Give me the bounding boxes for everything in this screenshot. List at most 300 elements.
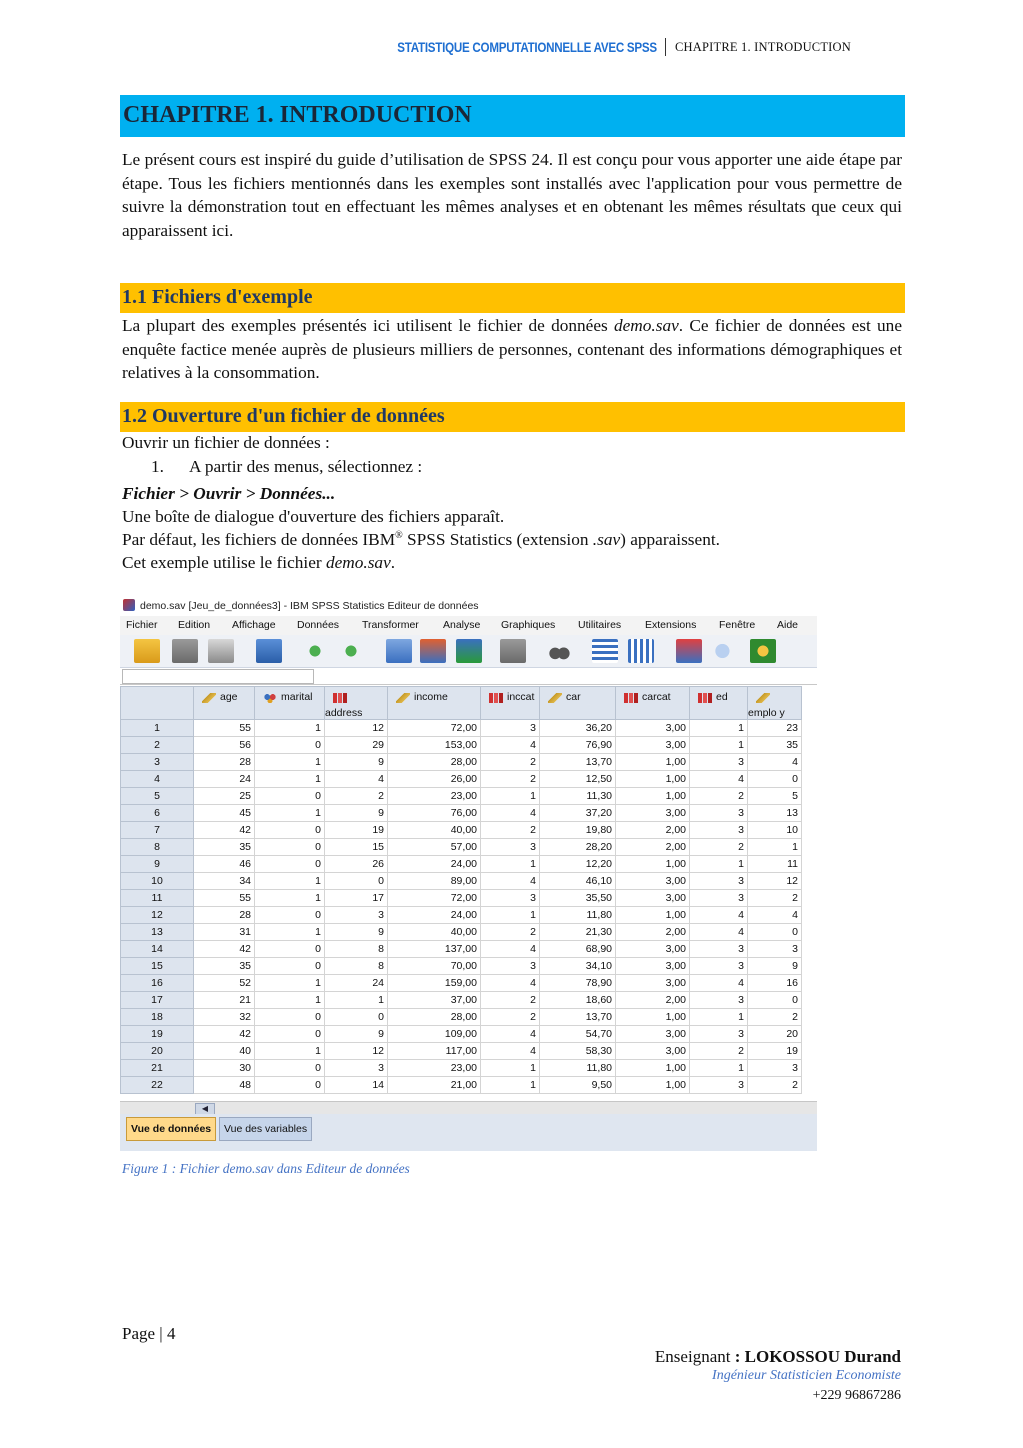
data-cell[interactable]: 3,00 bbox=[616, 941, 690, 958]
data-cell[interactable]: 1 bbox=[255, 975, 325, 992]
data-cell[interactable]: 24,00 bbox=[388, 856, 481, 873]
data-cell[interactable]: 0 bbox=[255, 941, 325, 958]
find-binoculars-icon[interactable] bbox=[546, 639, 572, 663]
data-cell[interactable]: 19,80 bbox=[540, 822, 616, 839]
row-header[interactable]: 14 bbox=[121, 941, 194, 958]
view-tabs bbox=[120, 1114, 817, 1151]
data-cell[interactable]: 76,90 bbox=[540, 737, 616, 754]
data-cell[interactable]: 12 bbox=[748, 873, 802, 890]
data-cell[interactable]: 0 bbox=[255, 737, 325, 754]
data-cell[interactable]: 12,50 bbox=[540, 771, 616, 788]
data-cell[interactable]: 0 bbox=[255, 958, 325, 975]
value-labels-icon[interactable] bbox=[712, 639, 738, 663]
data-cell[interactable]: 9 bbox=[325, 805, 388, 822]
data-cell[interactable]: 34 bbox=[194, 873, 255, 890]
data-cell[interactable]: 29 bbox=[325, 737, 388, 754]
data-cell[interactable]: 1 bbox=[481, 856, 540, 873]
data-cell[interactable]: 2 bbox=[481, 1009, 540, 1026]
goto-case-icon[interactable] bbox=[386, 639, 412, 663]
author-name: LOKOSSOU Durand bbox=[744, 1347, 901, 1366]
horizontal-scrollbar[interactable] bbox=[120, 1101, 817, 1114]
data-cell[interactable]: 3 bbox=[690, 754, 748, 771]
data-cell[interactable]: 1 bbox=[255, 720, 325, 737]
data-cell[interactable]: 16 bbox=[748, 975, 802, 992]
row-header[interactable]: 19 bbox=[121, 1026, 194, 1043]
data-cell[interactable]: 45 bbox=[194, 805, 255, 822]
column-header-8[interactable] bbox=[748, 687, 802, 720]
table-row bbox=[121, 771, 802, 788]
data-cell[interactable]: 72,00 bbox=[388, 720, 481, 737]
data-cell[interactable]: 1,00 bbox=[616, 754, 690, 771]
data-cell[interactable]: 3 bbox=[481, 839, 540, 856]
data-cell[interactable]: 2 bbox=[481, 754, 540, 771]
add-on-icon[interactable] bbox=[750, 639, 776, 663]
menu-bar bbox=[120, 616, 817, 636]
data-cell[interactable]: 13,70 bbox=[540, 754, 616, 771]
open-folder-icon[interactable] bbox=[134, 639, 160, 663]
column-header-label: emplo y bbox=[748, 707, 785, 719]
data-cell[interactable]: 4 bbox=[481, 975, 540, 992]
data-cell[interactable]: 0 bbox=[748, 924, 802, 941]
undo-icon[interactable] bbox=[302, 639, 328, 663]
data-cell[interactable]: 35 bbox=[748, 737, 802, 754]
chapter-title: CHAPITRE 1. INTRODUCTION bbox=[123, 102, 472, 128]
menu-transformer[interactable]: Transformer bbox=[362, 619, 419, 631]
table-row bbox=[121, 1060, 802, 1077]
row-header[interactable]: 6 bbox=[121, 805, 194, 822]
data-cell[interactable]: 1 bbox=[255, 924, 325, 941]
data-cell[interactable]: 40,00 bbox=[388, 924, 481, 941]
column-header-label: income bbox=[414, 691, 448, 703]
data-cell[interactable]: 1 bbox=[255, 873, 325, 890]
run-descriptives-icon[interactable] bbox=[500, 639, 526, 663]
chapter-heading-bar bbox=[120, 95, 905, 137]
data-cell[interactable]: 40 bbox=[194, 1043, 255, 1060]
data-cell[interactable]: 1 bbox=[481, 1060, 540, 1077]
data-cell[interactable]: 35 bbox=[194, 839, 255, 856]
table-row bbox=[121, 890, 802, 907]
bar-chart-icon bbox=[333, 693, 347, 703]
data-cell[interactable]: 14 bbox=[325, 1077, 388, 1094]
menu-extensions[interactable]: Extensions bbox=[645, 619, 697, 631]
data-cell[interactable]: 3,00 bbox=[616, 737, 690, 754]
data-cell[interactable]: 109,00 bbox=[388, 1026, 481, 1043]
data-cell[interactable]: 28,20 bbox=[540, 839, 616, 856]
data-cell[interactable]: 35 bbox=[194, 958, 255, 975]
data-cell[interactable]: 1 bbox=[255, 1043, 325, 1060]
data-cell[interactable]: 57,00 bbox=[388, 839, 481, 856]
data-cell[interactable]: 3 bbox=[690, 1026, 748, 1043]
data-cell[interactable]: 4 bbox=[690, 975, 748, 992]
data-cell[interactable]: 1 bbox=[255, 805, 325, 822]
goto-variable-icon[interactable] bbox=[420, 639, 446, 663]
data-cell[interactable]: 1,00 bbox=[616, 1077, 690, 1094]
data-grid bbox=[120, 686, 817, 1101]
data-cell[interactable]: 1,00 bbox=[616, 1009, 690, 1026]
data-cell[interactable]: 3 bbox=[690, 1077, 748, 1094]
data-cell[interactable]: 54,70 bbox=[540, 1026, 616, 1043]
data-cell[interactable]: 1,00 bbox=[616, 856, 690, 873]
data-cell[interactable]: 0 bbox=[255, 1060, 325, 1077]
data-cell[interactable]: 3,00 bbox=[616, 890, 690, 907]
column-header-3[interactable] bbox=[388, 687, 481, 720]
data-cell[interactable]: 1 bbox=[255, 992, 325, 1009]
data-cell[interactable]: 1 bbox=[481, 907, 540, 924]
data-cell[interactable]: 21,00 bbox=[388, 1077, 481, 1094]
section-1-text-b: . Ce fichier de données est une enquête factice menée auprès de plusieurs milliers de personnes, contenant des informations démographiques et relatives à la consommation. bbox=[122, 316, 902, 382]
data-cell[interactable]: 46,10 bbox=[540, 873, 616, 890]
data-cell[interactable]: 52 bbox=[194, 975, 255, 992]
data-cell[interactable]: 3 bbox=[690, 873, 748, 890]
insert-cases-icon[interactable] bbox=[592, 639, 618, 663]
intro-paragraph: Le présent cours est inspiré du guide d’utilisation de SPSS 24. Il est conçu pour vous apporter une aide étape par étape. Tous les fichiers mentionnés dans les exemples sont installés avec l'application pour vous permettre de suivre la démonstration tout en effectuant les mêmes analyses et en obtenant les mêmes résultats que ceux qui apparaissent ici. bbox=[122, 150, 902, 240]
data-cell[interactable]: 4 bbox=[481, 873, 540, 890]
data-cell[interactable]: 12 bbox=[325, 720, 388, 737]
data-cell[interactable]: 1 bbox=[690, 720, 748, 737]
menu-edition[interactable]: Edition bbox=[178, 619, 211, 631]
menu-utilitaires[interactable]: Utilitaires bbox=[578, 619, 622, 631]
data-cell[interactable]: 1 bbox=[255, 771, 325, 788]
data-cell[interactable]: 3 bbox=[748, 1060, 802, 1077]
data-cell[interactable]: 19 bbox=[748, 1043, 802, 1060]
column-header-label: carcat bbox=[642, 691, 671, 703]
row-header[interactable]: 4 bbox=[121, 771, 194, 788]
data-cell[interactable]: 3 bbox=[748, 941, 802, 958]
data-cell[interactable]: 55 bbox=[194, 720, 255, 737]
data-cell[interactable]: 1,00 bbox=[616, 1060, 690, 1077]
column-header-label: ed bbox=[716, 691, 728, 703]
bar-chart-icon bbox=[489, 693, 503, 703]
data-cell[interactable]: 3 bbox=[690, 958, 748, 975]
data-cell[interactable]: 2 bbox=[325, 788, 388, 805]
data-cell[interactable]: 2 bbox=[690, 1043, 748, 1060]
data-cell[interactable]: 0 bbox=[748, 771, 802, 788]
footer-author: Enseignant : LOKOSSOU Durand bbox=[654, 1347, 901, 1366]
data-cell[interactable]: 4 bbox=[690, 771, 748, 788]
data-cell[interactable]: 4 bbox=[748, 754, 802, 771]
data-cell[interactable]: 13,70 bbox=[540, 1009, 616, 1026]
data-cell[interactable]: 2,00 bbox=[616, 839, 690, 856]
data-cell[interactable]: 42 bbox=[194, 1026, 255, 1043]
data-cell[interactable]: 72,00 bbox=[388, 890, 481, 907]
data-cell[interactable]: 10 bbox=[748, 822, 802, 839]
data-cell[interactable]: 37,20 bbox=[540, 805, 616, 822]
data-cell[interactable]: 3 bbox=[690, 890, 748, 907]
data-cell[interactable]: 23 bbox=[748, 720, 802, 737]
data-cell[interactable]: 4 bbox=[690, 924, 748, 941]
data-cell[interactable]: 9,50 bbox=[540, 1077, 616, 1094]
data-cell[interactable]: 1,00 bbox=[616, 907, 690, 924]
data-cell[interactable]: 1 bbox=[690, 737, 748, 754]
data-cell[interactable]: 28,00 bbox=[388, 754, 481, 771]
data-cell[interactable]: 2,00 bbox=[616, 924, 690, 941]
data-cell[interactable]: 2,00 bbox=[616, 822, 690, 839]
data-cell[interactable]: 13 bbox=[748, 805, 802, 822]
data-cell[interactable]: 28 bbox=[194, 907, 255, 924]
row-header[interactable]: 13 bbox=[121, 924, 194, 941]
data-cell[interactable]: 1 bbox=[748, 839, 802, 856]
data-cell[interactable]: 28,00 bbox=[388, 1009, 481, 1026]
data-cell[interactable]: 70,00 bbox=[388, 958, 481, 975]
data-cell[interactable]: 3 bbox=[325, 1060, 388, 1077]
data-cell[interactable]: 19 bbox=[325, 822, 388, 839]
data-cell[interactable]: 89,00 bbox=[388, 873, 481, 890]
footer-author-title: Ingénieur Statisticien Economiste bbox=[712, 1368, 901, 1383]
data-cell[interactable]: 15 bbox=[325, 839, 388, 856]
data-cell[interactable]: 20 bbox=[748, 1026, 802, 1043]
section-1-paragraph bbox=[122, 314, 902, 385]
table-row bbox=[121, 992, 802, 1009]
data-cell[interactable]: 1 bbox=[690, 856, 748, 873]
row-header-corner bbox=[121, 687, 194, 720]
data-cell[interactable]: 0 bbox=[255, 839, 325, 856]
redo-icon[interactable] bbox=[338, 639, 364, 663]
section-1-filename: demo.sav bbox=[614, 316, 679, 335]
split-file-icon[interactable] bbox=[676, 639, 702, 663]
data-cell[interactable]: 2 bbox=[481, 771, 540, 788]
data-cell[interactable]: 3 bbox=[690, 992, 748, 1009]
menu-donnees[interactable]: Données bbox=[297, 619, 340, 631]
print-icon[interactable] bbox=[208, 639, 234, 663]
default-files-sentence: Par défaut, les fichiers de données IBM® SPSS Statistics (extension .sav) apparaissent. bbox=[122, 530, 720, 549]
data-cell[interactable]: 1 bbox=[325, 992, 388, 1009]
data-cell[interactable]: 4 bbox=[481, 1043, 540, 1060]
data-cell[interactable]: 46 bbox=[194, 856, 255, 873]
data-cell[interactable]: 9 bbox=[325, 1026, 388, 1043]
data-cell[interactable]: 0 bbox=[255, 907, 325, 924]
column-header-1[interactable] bbox=[255, 687, 325, 720]
row-header[interactable]: 3 bbox=[121, 754, 194, 771]
data-cell[interactable]: 17 bbox=[325, 890, 388, 907]
table-row bbox=[121, 754, 802, 771]
data-cell[interactable]: 32 bbox=[194, 1009, 255, 1026]
data-cell[interactable]: 24 bbox=[194, 771, 255, 788]
data-cell[interactable]: 0 bbox=[325, 873, 388, 890]
cell-reference-field[interactable] bbox=[122, 669, 314, 684]
save-icon[interactable] bbox=[172, 639, 198, 663]
data-cell[interactable]: 0 bbox=[255, 1009, 325, 1026]
data-cell[interactable]: 137,00 bbox=[388, 941, 481, 958]
data-cell[interactable]: 2,00 bbox=[616, 992, 690, 1009]
data-cell[interactable]: 3,00 bbox=[616, 1043, 690, 1060]
column-header-2[interactable] bbox=[325, 687, 388, 720]
data-cell[interactable]: 21 bbox=[194, 992, 255, 1009]
data-cell[interactable]: 3 bbox=[690, 805, 748, 822]
data-cell[interactable]: 3 bbox=[481, 720, 540, 737]
data-cell[interactable]: 8 bbox=[325, 958, 388, 975]
data-cell[interactable]: 21,30 bbox=[540, 924, 616, 941]
data-cell[interactable]: 11,30 bbox=[540, 788, 616, 805]
dialog-recall-icon[interactable] bbox=[256, 639, 282, 663]
table-row bbox=[121, 1043, 802, 1060]
column-header-0[interactable] bbox=[194, 687, 255, 720]
data-cell[interactable]: 55 bbox=[194, 890, 255, 907]
data-cell[interactable]: 153,00 bbox=[388, 737, 481, 754]
data-cell[interactable]: 11,80 bbox=[540, 907, 616, 924]
data-cell[interactable]: 4 bbox=[481, 805, 540, 822]
ruler-icon bbox=[396, 693, 410, 703]
data-cell[interactable]: 56 bbox=[194, 737, 255, 754]
menu-fichier[interactable]: Fichier bbox=[126, 619, 158, 631]
data-cell[interactable]: 1 bbox=[481, 788, 540, 805]
menu-affichage[interactable]: Affichage bbox=[232, 619, 276, 631]
data-cell[interactable]: 9 bbox=[325, 924, 388, 941]
row-header[interactable]: 18 bbox=[121, 1009, 194, 1026]
data-cell[interactable]: 48 bbox=[194, 1077, 255, 1094]
data-cell[interactable]: 9 bbox=[748, 958, 802, 975]
data-cell[interactable]: 2 bbox=[748, 1009, 802, 1026]
data-cell[interactable]: 0 bbox=[325, 1009, 388, 1026]
data-cell[interactable]: 42 bbox=[194, 941, 255, 958]
data-cell[interactable]: 4 bbox=[325, 771, 388, 788]
data-cell[interactable]: 0 bbox=[255, 788, 325, 805]
column-header-6[interactable] bbox=[616, 687, 690, 720]
data-cell[interactable]: 2 bbox=[481, 992, 540, 1009]
data-cell[interactable]: 3 bbox=[690, 941, 748, 958]
data-cell[interactable]: 18,60 bbox=[540, 992, 616, 1009]
menu-analyse[interactable]: Analyse bbox=[443, 619, 481, 631]
data-cell[interactable]: 0 bbox=[255, 856, 325, 873]
data-cell[interactable]: 3 bbox=[481, 890, 540, 907]
data-cell[interactable]: 4 bbox=[690, 907, 748, 924]
data-cell[interactable]: 11 bbox=[748, 856, 802, 873]
data-cell[interactable]: 3,00 bbox=[616, 958, 690, 975]
scroll-left-icon[interactable]: ◀ bbox=[195, 1103, 215, 1115]
data-cell[interactable]: 68,90 bbox=[540, 941, 616, 958]
data-cell[interactable]: 78,90 bbox=[540, 975, 616, 992]
data-cell[interactable]: 4 bbox=[481, 1026, 540, 1043]
row-header[interactable]: 7 bbox=[121, 822, 194, 839]
row-header[interactable]: 16 bbox=[121, 975, 194, 992]
data-cell[interactable]: 28 bbox=[194, 754, 255, 771]
data-cell[interactable]: 37,00 bbox=[388, 992, 481, 1009]
data-cell[interactable]: 3 bbox=[325, 907, 388, 924]
row-header[interactable]: 21 bbox=[121, 1060, 194, 1077]
data-cell[interactable]: 2 bbox=[690, 788, 748, 805]
data-cell[interactable]: 23,00 bbox=[388, 788, 481, 805]
table-row bbox=[121, 856, 802, 873]
data-cell[interactable]: 3,00 bbox=[616, 1026, 690, 1043]
data-cell[interactable]: 58,30 bbox=[540, 1043, 616, 1060]
data-cell[interactable]: 1 bbox=[690, 1009, 748, 1026]
data-cell[interactable]: 1 bbox=[255, 754, 325, 771]
data-cell[interactable]: 25 bbox=[194, 788, 255, 805]
section-2-heading-bar bbox=[120, 402, 905, 432]
data-cell[interactable]: 117,00 bbox=[388, 1043, 481, 1060]
data-cell[interactable]: 11,80 bbox=[540, 1060, 616, 1077]
data-cell[interactable]: 12 bbox=[325, 1043, 388, 1060]
cell-editor-bar bbox=[120, 668, 817, 685]
data-cell[interactable]: 1,00 bbox=[616, 771, 690, 788]
row-header[interactable]: 10 bbox=[121, 873, 194, 890]
data-cell[interactable]: 2 bbox=[481, 924, 540, 941]
row-header[interactable]: 1 bbox=[121, 720, 194, 737]
row-header[interactable]: 20 bbox=[121, 1043, 194, 1060]
data-cell[interactable]: 3,00 bbox=[616, 873, 690, 890]
table-row bbox=[121, 822, 802, 839]
data-cell[interactable]: 0 bbox=[748, 992, 802, 1009]
data-cell[interactable]: 5 bbox=[748, 788, 802, 805]
menu-aide[interactable]: Aide bbox=[777, 619, 799, 631]
bar-chart-icon bbox=[624, 693, 638, 703]
data-cell[interactable]: 9 bbox=[325, 754, 388, 771]
data-cell[interactable]: 3,00 bbox=[616, 805, 690, 822]
table-row bbox=[121, 839, 802, 856]
data-cell[interactable]: 8 bbox=[325, 941, 388, 958]
header-book-title: STATISTIQUE COMPUTATIONNELLE AVEC SPSS bbox=[397, 39, 658, 55]
data-cell[interactable]: 76,00 bbox=[388, 805, 481, 822]
data-cell[interactable]: 34,10 bbox=[540, 958, 616, 975]
column-header-5[interactable] bbox=[540, 687, 616, 720]
data-cell[interactable]: 31 bbox=[194, 924, 255, 941]
data-cell[interactable]: 0 bbox=[255, 822, 325, 839]
row-header[interactable]: 5 bbox=[121, 788, 194, 805]
data-cell[interactable]: 3,00 bbox=[616, 720, 690, 737]
data-cell[interactable]: 40,00 bbox=[388, 822, 481, 839]
menu-graphiques[interactable]: Graphiques bbox=[501, 619, 556, 631]
variables-icon[interactable] bbox=[456, 639, 482, 663]
header-separator bbox=[665, 38, 666, 56]
open-file-intro: Ouvrir un fichier de données : bbox=[122, 433, 330, 452]
row-header[interactable]: 12 bbox=[121, 907, 194, 924]
data-cell[interactable]: 2 bbox=[748, 1077, 802, 1094]
data-cell[interactable]: 3,00 bbox=[616, 975, 690, 992]
insert-variable-icon[interactable] bbox=[628, 639, 654, 663]
data-cell[interactable]: 2 bbox=[690, 839, 748, 856]
data-cell[interactable]: 23,00 bbox=[388, 1060, 481, 1077]
row-header[interactable]: 15 bbox=[121, 958, 194, 975]
data-cell[interactable]: 1 bbox=[481, 1077, 540, 1094]
row-header[interactable]: 22 bbox=[121, 1077, 194, 1094]
column-header-4[interactable] bbox=[481, 687, 540, 720]
data-cell[interactable]: 159,00 bbox=[388, 975, 481, 992]
data-cell[interactable]: 2 bbox=[481, 822, 540, 839]
data-cell[interactable]: 30 bbox=[194, 1060, 255, 1077]
data-cell[interactable]: 24,00 bbox=[388, 907, 481, 924]
data-cell[interactable]: 35,50 bbox=[540, 890, 616, 907]
data-cell[interactable]: 2 bbox=[748, 890, 802, 907]
tab-data-view[interactable]: Vue de données bbox=[126, 1117, 216, 1141]
data-cell[interactable]: 12,20 bbox=[540, 856, 616, 873]
tab-variable-view[interactable]: Vue des variables bbox=[219, 1117, 312, 1141]
row-header[interactable]: 9 bbox=[121, 856, 194, 873]
data-cell[interactable]: 36,20 bbox=[540, 720, 616, 737]
row-header[interactable]: 8 bbox=[121, 839, 194, 856]
menu-fenetre[interactable]: Fenêtre bbox=[719, 619, 756, 631]
row-header[interactable]: 2 bbox=[121, 737, 194, 754]
data-cell[interactable]: 1 bbox=[690, 1060, 748, 1077]
data-cell[interactable]: 42 bbox=[194, 822, 255, 839]
window-titlebar bbox=[120, 596, 817, 616]
data-cell[interactable]: 26 bbox=[325, 856, 388, 873]
data-cell[interactable]: 0 bbox=[255, 1026, 325, 1043]
menu-path: Fichier > Ouvrir > Données... bbox=[122, 484, 336, 503]
row-header[interactable]: 17 bbox=[121, 992, 194, 1009]
data-cell[interactable]: 26,00 bbox=[388, 771, 481, 788]
data-cell[interactable]: 1,00 bbox=[616, 788, 690, 805]
row-header[interactable]: 11 bbox=[121, 890, 194, 907]
data-cell[interactable]: 4 bbox=[481, 737, 540, 754]
data-cell[interactable]: 1 bbox=[255, 890, 325, 907]
column-header-7[interactable] bbox=[690, 687, 748, 720]
data-cell[interactable]: 24 bbox=[325, 975, 388, 992]
data-cell[interactable]: 3 bbox=[481, 958, 540, 975]
data-cell[interactable]: 3 bbox=[690, 822, 748, 839]
data-cell[interactable]: 4 bbox=[748, 907, 802, 924]
data-cell[interactable]: 0 bbox=[255, 1077, 325, 1094]
data-cell[interactable]: 4 bbox=[481, 941, 540, 958]
page-number: Page | 4 bbox=[122, 1324, 176, 1343]
